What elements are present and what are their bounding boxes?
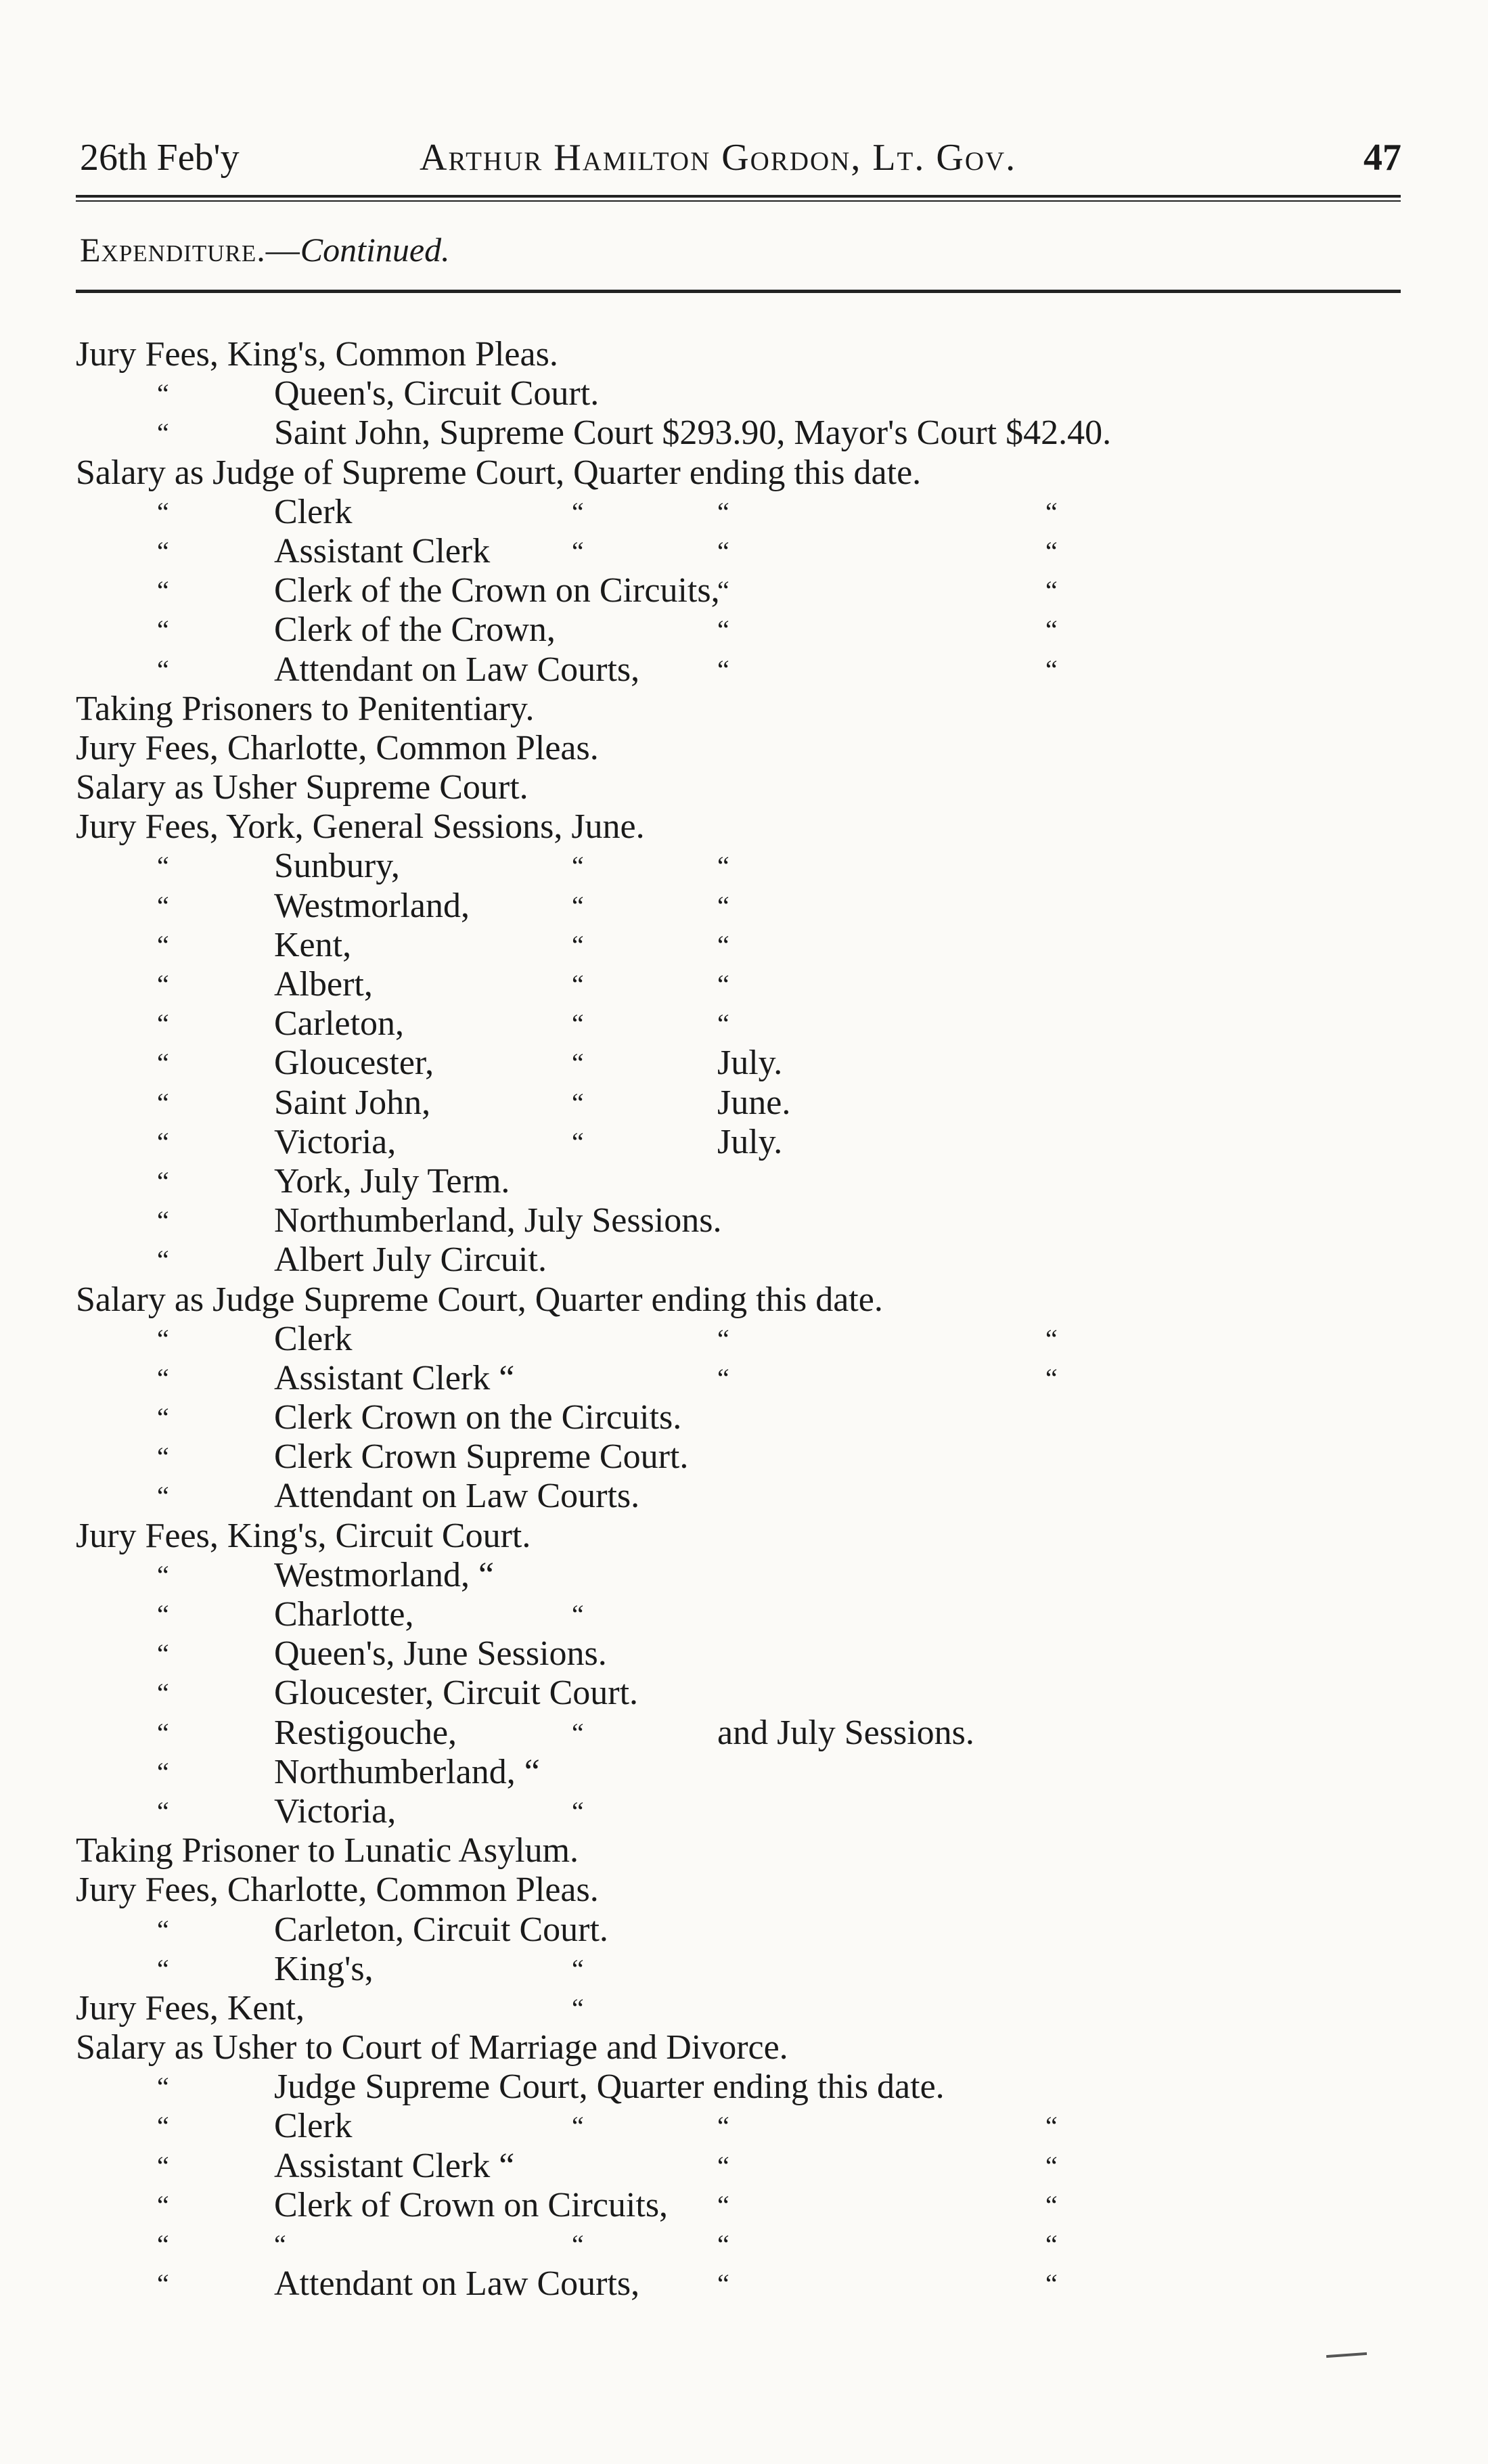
- ditto-mark: “: [157, 575, 169, 606]
- ditto-mark: “: [157, 1165, 169, 1196]
- ditto-mark: “: [157, 1402, 169, 1433]
- expenditure-line: [0, 847, 1488, 886]
- ditto-mark: “: [157, 890, 169, 921]
- entry-text: Salary as Usher to Court of Marriage and Divorce.: [76, 2028, 788, 2067]
- expenditure-line: [0, 1359, 1488, 1398]
- expenditure-line: [0, 1201, 1488, 1240]
- expenditure-line: [0, 2264, 1488, 2304]
- header-rule-thin: [76, 200, 1401, 202]
- ditto-mark: “: [1045, 614, 1058, 646]
- ditto-mark: “: [157, 1008, 169, 1039]
- ditto-mark: “: [157, 496, 169, 527]
- ditto-mark: “: [157, 1245, 169, 1276]
- printer-mark: [1326, 2352, 1367, 2358]
- ditto-mark: “: [717, 2150, 729, 2181]
- entry-text: Carleton,: [274, 1004, 405, 1044]
- expenditure-line: [0, 768, 1488, 807]
- entry-text: Jury Fees, King's, Circuit Court.: [76, 1516, 531, 1555]
- ditto-mark: “: [572, 1992, 584, 2023]
- entry-text: Jury Fees, York, General Sessions, June.: [76, 807, 645, 847]
- ditto-mark: “: [157, 1126, 169, 1157]
- ditto-mark: “: [572, 1599, 584, 1630]
- ditto-mark: “: [157, 1323, 169, 1354]
- expenditure-line: [0, 1398, 1488, 1437]
- entry-text: Assistant Clerk: [274, 531, 491, 570]
- expenditure-line: [0, 729, 1488, 768]
- entry-text: Northumberland, July Sessions.: [274, 1201, 722, 1240]
- ditto-mark: “: [157, 614, 169, 646]
- expenditure-line: [0, 1950, 1488, 1989]
- ditto-mark: “: [717, 1323, 729, 1354]
- expenditure-line: [0, 2067, 1488, 2107]
- ditto-mark: “: [157, 2111, 169, 2142]
- header-title: Arthur Hamilton Gordon, Lt. Gov.: [420, 137, 1017, 179]
- ditto-mark: “: [717, 614, 729, 646]
- expenditure-line: [0, 2107, 1488, 2146]
- expenditure-line: [0, 1123, 1488, 1162]
- ditto-mark: “: [274, 2229, 286, 2260]
- ditto-mark: “: [717, 654, 729, 685]
- entry-text: Jury Fees, Charlotte, Common Pleas.: [76, 1871, 599, 1910]
- ditto-mark: “: [157, 418, 169, 449]
- entry-text: Judge Supreme Court, Quarter ending this date.: [274, 2067, 945, 2107]
- expenditure-line: [0, 374, 1488, 413]
- entry-text: Westmorland, “: [274, 1555, 495, 1594]
- ditto-mark: “: [157, 1756, 169, 1787]
- expenditure-list: [0, 335, 1488, 2304]
- expenditure-line: [0, 1674, 1488, 1713]
- ditto-mark: “: [572, 1953, 584, 1984]
- ditto-mark: “: [717, 890, 729, 921]
- ditto-mark: “: [157, 1953, 169, 1984]
- ditto-mark: “: [157, 1362, 169, 1393]
- ditto-mark: “: [157, 1559, 169, 1590]
- section-heading: [80, 230, 450, 269]
- ditto-mark: “: [157, 1087, 169, 1118]
- expenditure-line: [0, 1792, 1488, 1831]
- ditto-mark: “: [572, 851, 584, 882]
- ditto-mark: “: [572, 1795, 584, 1827]
- ditto-mark: “: [1045, 535, 1058, 566]
- expenditure-line: [0, 493, 1488, 532]
- running-header: [0, 139, 1488, 193]
- entry-text: July.: [717, 1044, 783, 1083]
- expenditure-line: [0, 926, 1488, 965]
- entry-text: Albert,: [274, 965, 373, 1004]
- entry-text: Saint John,: [274, 1083, 431, 1122]
- entry-text: Taking Prisoners to Penitentiary.: [76, 689, 535, 728]
- expenditure-line: [0, 413, 1488, 453]
- expenditure-line: [0, 2028, 1488, 2067]
- ditto-mark: “: [572, 1008, 584, 1039]
- expenditure-line: [0, 1713, 1488, 1753]
- ditto-mark: “: [1045, 2111, 1058, 2142]
- entry-text: York, July Term.: [274, 1161, 510, 1201]
- expenditure-line: [0, 1910, 1488, 1950]
- entry-text: Attendant on Law Courts.: [274, 1477, 640, 1516]
- ditto-mark: “: [572, 1717, 584, 1748]
- expenditure-line: [0, 690, 1488, 729]
- ditto-mark: “: [157, 1048, 169, 1079]
- entry-text: Gloucester, Circuit Court.: [274, 1674, 639, 1713]
- entry-text: Assistant Clerk “: [274, 2146, 515, 2185]
- ditto-mark: “: [157, 1795, 169, 1827]
- expenditure-line: [0, 1320, 1488, 1359]
- entry-text: Saint John, Supreme Court $293.90, Mayor's Court $42.40.: [274, 413, 1112, 453]
- expenditure-line: [0, 2186, 1488, 2225]
- ditto-mark: “: [157, 1717, 169, 1748]
- entry-text: July.: [717, 1122, 783, 1161]
- entry-text: Assistant Clerk “: [274, 1358, 515, 1397]
- expenditure-line: [0, 2147, 1488, 2186]
- ditto-mark: “: [717, 2189, 729, 2220]
- entry-text: Kent,: [274, 925, 352, 964]
- ditto-mark: “: [717, 1008, 729, 1039]
- ditto-mark: “: [717, 929, 729, 960]
- entry-text: Restigouche,: [274, 1713, 457, 1752]
- ditto-mark: “: [1045, 2189, 1058, 2220]
- ditto-mark: “: [157, 1205, 169, 1236]
- ditto-mark: “: [157, 1481, 169, 1512]
- entry-text: Jury Fees, Charlotte, Common Pleas.: [76, 728, 599, 767]
- expenditure-line: [0, 887, 1488, 926]
- ditto-mark: “: [572, 2111, 584, 2142]
- entry-text: Taking Prisoner to Lunatic Asylum.: [76, 1831, 579, 1871]
- expenditure-line: [0, 1044, 1488, 1083]
- ditto-mark: “: [157, 2150, 169, 2181]
- ditto-mark: “: [157, 851, 169, 882]
- entry-text: Clerk of the Crown,: [274, 610, 556, 650]
- expenditure-line: [0, 807, 1488, 847]
- ditto-mark: “: [717, 496, 729, 527]
- ditto-mark: “: [717, 1362, 729, 1393]
- expenditure-line: [0, 610, 1488, 650]
- ditto-mark: “: [572, 2229, 584, 2260]
- entry-text: Queen's, Circuit Court.: [274, 374, 600, 413]
- expenditure-line: [0, 2225, 1488, 2264]
- expenditure-line: [0, 1083, 1488, 1123]
- section-rule: [76, 290, 1401, 293]
- section-label: Expenditure.—: [80, 231, 300, 269]
- expenditure-line: [0, 335, 1488, 374]
- entry-text: Salary as Judge of Supreme Court, Quarter ending this date.: [76, 453, 922, 492]
- ditto-mark: “: [157, 2229, 169, 2260]
- ditto-mark: “: [572, 496, 584, 527]
- expenditure-line: [0, 1477, 1488, 1516]
- entry-text: Attendant on Law Courts,: [274, 2264, 640, 2304]
- entry-text: Victoria,: [274, 1122, 397, 1161]
- ditto-mark: “: [1045, 1362, 1058, 1393]
- expenditure-line: [0, 1437, 1488, 1477]
- ditto-mark: “: [1045, 575, 1058, 606]
- ditto-mark: “: [572, 1126, 584, 1157]
- page-number: 47: [1363, 137, 1401, 179]
- expenditure-line: [0, 650, 1488, 690]
- expenditure-line: [0, 1595, 1488, 1634]
- ditto-mark: “: [157, 2189, 169, 2220]
- ditto-mark: “: [1045, 2229, 1058, 2260]
- ditto-mark: “: [1045, 2268, 1058, 2300]
- header-rule: [76, 195, 1401, 198]
- ditto-mark: “: [157, 535, 169, 566]
- expenditure-line: [0, 532, 1488, 571]
- expenditure-line: [0, 1556, 1488, 1595]
- entry-text: Clerk: [274, 492, 353, 531]
- expenditure-line: [0, 1240, 1488, 1280]
- entry-text: Carleton, Circuit Court.: [274, 1910, 608, 1949]
- entry-text: Jury Fees, Kent,: [76, 1988, 305, 2028]
- ditto-mark: “: [1045, 654, 1058, 685]
- expenditure-line: [0, 965, 1488, 1004]
- ditto-mark: “: [572, 1048, 584, 1079]
- ditto-mark: “: [717, 851, 729, 882]
- ditto-mark: “: [717, 575, 729, 606]
- entry-text: Gloucester,: [274, 1044, 434, 1083]
- ditto-mark: “: [157, 969, 169, 1000]
- entry-text: Salary as Usher Supreme Court.: [76, 768, 528, 807]
- expenditure-line: [0, 1517, 1488, 1556]
- ditto-mark: “: [157, 1678, 169, 1709]
- entry-text: Sunbury,: [274, 847, 400, 886]
- entry-text: Charlotte,: [274, 1595, 414, 1634]
- header-date: 26th Feb'y: [80, 137, 240, 179]
- entry-text: Salary as Judge Supreme Court, Quarter ending this date.: [76, 1280, 883, 1319]
- entry-text: Victoria,: [274, 1791, 397, 1831]
- ditto-mark: “: [157, 1599, 169, 1630]
- entry-text: Albert July Circuit.: [274, 1240, 547, 1280]
- ditto-mark: “: [157, 654, 169, 685]
- expenditure-line: [0, 1004, 1488, 1044]
- ditto-mark: “: [717, 535, 729, 566]
- expenditure-line: [0, 1162, 1488, 1201]
- entry-text: Clerk of the Crown on Circuits,: [274, 571, 720, 610]
- expenditure-line: [0, 1989, 1488, 2028]
- entry-text: Clerk: [274, 1319, 353, 1358]
- expenditure-line: [0, 1753, 1488, 1792]
- entry-text: Attendant on Law Courts,: [274, 650, 640, 689]
- ditto-mark: “: [717, 2268, 729, 2300]
- expenditure-line: [0, 571, 1488, 610]
- ditto-mark: “: [157, 1638, 169, 1670]
- ditto-mark: “: [717, 2111, 729, 2142]
- section-continued: Continued.: [300, 231, 450, 269]
- ditto-mark: “: [157, 2071, 169, 2103]
- ditto-mark: “: [572, 1087, 584, 1118]
- entry-text: Clerk: [274, 2107, 353, 2146]
- entry-text: June.: [717, 1083, 791, 1122]
- ditto-mark: “: [572, 969, 584, 1000]
- ditto-mark: “: [717, 969, 729, 1000]
- entry-text: Northumberland, “: [274, 1752, 540, 1791]
- ditto-mark: “: [572, 929, 584, 960]
- ditto-mark: “: [1045, 2150, 1058, 2181]
- ditto-mark: “: [1045, 1323, 1058, 1354]
- entry-text: Jury Fees, King's, Common Pleas.: [76, 335, 558, 374]
- ditto-mark: “: [717, 2229, 729, 2260]
- ditto-mark: “: [157, 2268, 169, 2300]
- expenditure-line: [0, 1871, 1488, 1910]
- ditto-mark: “: [157, 378, 169, 409]
- ditto-mark: “: [157, 929, 169, 960]
- ditto-mark: “: [572, 890, 584, 921]
- expenditure-line: [0, 1280, 1488, 1320]
- entry-text: King's,: [274, 1949, 374, 1988]
- entry-text: and July Sessions.: [717, 1713, 974, 1752]
- entry-text: Clerk Crown on the Circuits.: [274, 1398, 682, 1437]
- ditto-mark: “: [157, 1914, 169, 1945]
- ditto-mark: “: [572, 535, 584, 566]
- expenditure-line: [0, 1634, 1488, 1674]
- entry-text: Queen's, June Sessions.: [274, 1634, 607, 1674]
- entry-text: Clerk of Crown on Circuits,: [274, 2185, 669, 2224]
- expenditure-line: [0, 1831, 1488, 1871]
- ditto-mark: “: [157, 1441, 169, 1473]
- entry-text: Clerk Crown Supreme Court.: [274, 1437, 689, 1477]
- ditto-mark: “: [1045, 496, 1058, 527]
- expenditure-line: [0, 453, 1488, 493]
- entry-text: Westmorland,: [274, 886, 470, 925]
